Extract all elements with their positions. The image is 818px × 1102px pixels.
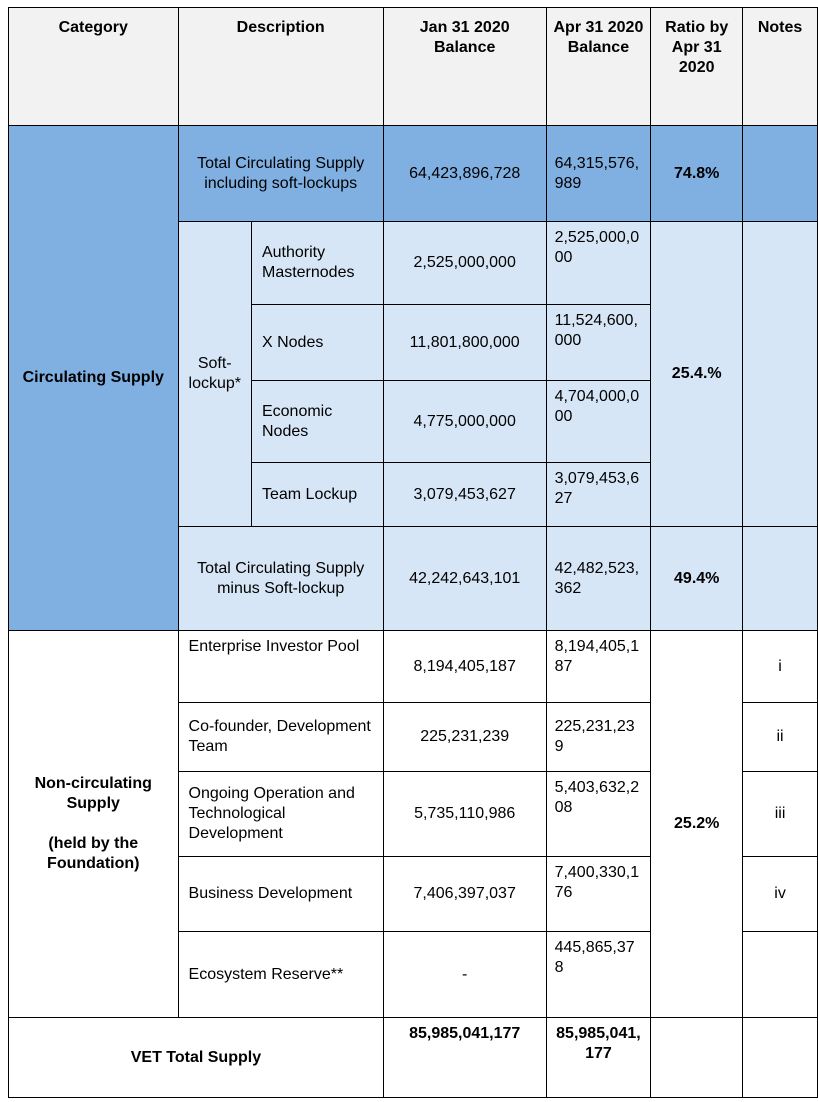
notes-total-supply: [743, 1018, 818, 1098]
apr-cofounder-dev-team: 225,231,239: [546, 703, 651, 772]
jan-x-nodes: 11,801,800,000: [383, 305, 546, 381]
desc-total-minus: Total Circulating Supply minus Soft-lockup: [178, 527, 383, 631]
header-category: Category: [9, 8, 179, 126]
desc-team-lockup: Team Lockup: [251, 463, 383, 527]
jan-business-development: 7,406,397,037: [383, 857, 546, 932]
apr-ecosystem-reserve: 445,865,378: [546, 932, 651, 1018]
notes-total-incl: [743, 126, 818, 222]
desc-total-incl: Total Circulating Supply including soft-lockups: [178, 126, 383, 222]
category-noncirculating: [9, 631, 179, 1018]
apr-enterprise-investor-pool: 8,194,405,187: [546, 631, 651, 703]
ratio-total-supply: [651, 1018, 743, 1098]
apr-x-nodes: 11,524,600,000: [546, 305, 651, 381]
header-jan-balance: Jan 31 2020 Balance: [383, 8, 546, 126]
jan-total-minus: 42,242,643,101: [383, 527, 546, 631]
softlock-label: Soft-lockup*: [178, 222, 251, 527]
desc-ongoing-operation: Ongoing Operation and Technological Development: [178, 772, 383, 857]
total-row: [9, 1018, 818, 1098]
desc-business-development: Business Development: [178, 857, 383, 932]
header-apr-balance: Apr 31 2020 Balance: [546, 8, 651, 126]
desc-enterprise-investor-pool: Enterprise Investor Pool: [178, 631, 383, 703]
noncirculating-label: Non-circulating Supply: [34, 775, 152, 812]
jan-total-supply: 85,985,041,177: [383, 1018, 546, 1098]
header-description: Description: [178, 8, 383, 126]
ratio-total-incl: 74.8%: [651, 126, 743, 222]
note-cofounder-dev-team: ii: [743, 703, 818, 772]
header-row: [9, 8, 818, 126]
jan-economic-nodes: 4,775,000,000: [383, 381, 546, 463]
jan-total-incl: 64,423,896,728: [383, 126, 546, 222]
jan-team-lockup: 3,079,453,627: [383, 463, 546, 527]
note-ecosystem-reserve: [743, 932, 818, 1018]
ratio-softlock: 25.4.%: [651, 222, 743, 527]
desc-x-nodes: X Nodes: [251, 305, 383, 381]
jan-cofounder-dev-team: 225,231,239: [383, 703, 546, 772]
vet-supply-table: [8, 7, 818, 1098]
note-ongoing-operation: iii: [743, 772, 818, 857]
table-row: [9, 631, 818, 703]
desc-authority-masternodes: Authority Masternodes: [251, 222, 383, 305]
apr-total-minus: 42,482,523,362: [546, 527, 651, 631]
notes-total-minus: [743, 527, 818, 631]
header-notes: Notes: [743, 8, 818, 126]
note-enterprise-investor-pool: i: [743, 631, 818, 703]
apr-business-development: 7,400,330,176: [546, 857, 651, 932]
noncirculating-sublabel: (held by the Foundation): [47, 835, 140, 872]
apr-team-lockup: 3,079,453,627: [546, 463, 651, 527]
ratio-total-minus: 49.4%: [651, 527, 743, 631]
category-circulating: Circulating Supply: [9, 126, 179, 631]
apr-total-incl: 64,315,576,989: [546, 126, 651, 222]
apr-authority-masternodes: 2,525,000,000: [546, 222, 651, 305]
desc-ecosystem-reserve: Ecosystem Reserve**: [178, 932, 383, 1018]
jan-ongoing-operation: 5,735,110,986: [383, 772, 546, 857]
apr-ongoing-operation: 5,403,632,208: [546, 772, 651, 857]
total-supply-label: VET Total Supply: [9, 1018, 384, 1098]
apr-economic-nodes: 4,704,000,000: [546, 381, 651, 463]
table-row: [9, 126, 818, 222]
ratio-noncirculating: 25.2%: [651, 631, 743, 1018]
jan-ecosystem-reserve: -: [383, 932, 546, 1018]
jan-enterprise-investor-pool: 8,194,405,187: [383, 631, 546, 703]
notes-softlock: [743, 222, 818, 527]
jan-authority-masternodes: 2,525,000,000: [383, 222, 546, 305]
desc-cofounder-dev-team: Co-founder, Development Team: [178, 703, 383, 772]
note-business-development: iv: [743, 857, 818, 932]
desc-economic-nodes: Economic Nodes: [251, 381, 383, 463]
apr-total-supply: 85,985,041,177: [546, 1018, 651, 1098]
header-ratio: Ratio by Apr 31 2020: [651, 8, 743, 126]
